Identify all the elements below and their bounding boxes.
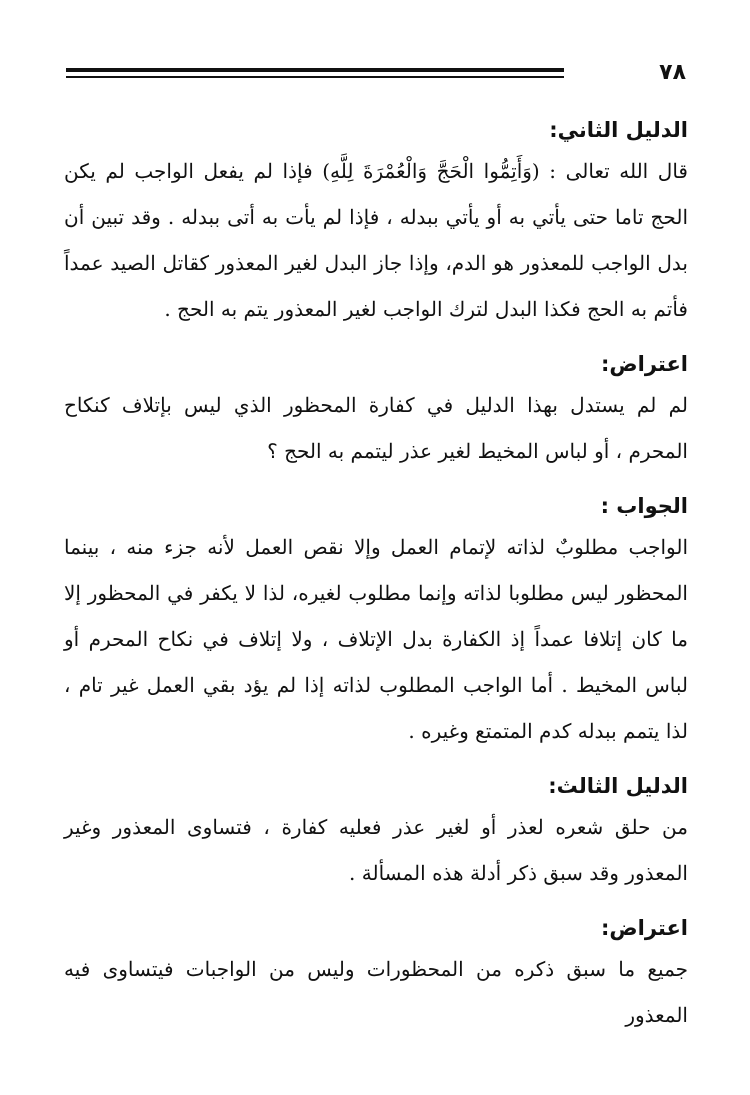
section-answer [64,488,688,754]
section-second-evidence [64,112,688,332]
section-heading: الدليل الثاني: [549,118,688,142]
section-objection-2 [64,910,688,1038]
section-heading: الجواب : [600,494,688,518]
section-paragraph: الواجب مطلوبٌ لذاته لإتمام العمل وإلا نقص العمل لأنه جزء منه ، بينما المحظور ليس مطلوبا لذاته وإنما مطلوب لغيره، لذا لا يكفر في المحظور إلا ما كان إتلافا عمداً إذ الكفارة بدل الإتلاف ، ولا إتلاف في نكاح المحرم أو لباس المخيط . أما الواجب المطلوب لذاته إذا لم يؤد بقي العمل غير تام ، لذا يتمم ببدله كدم المتمتع وغيره . [64,535,688,743]
header-rule-thick [66,68,564,72]
section-paragraph: لم لم يستدل بهذا الدليل في كفارة المحظور الذي ليس بإتلاف كنكاح المحرم ، أو لباس المخيط لغير عذر ليتمم به الحج ؟ [64,393,688,463]
section-heading: الدليل الثالث: [548,774,688,798]
page-header [66,58,686,88]
section-heading: اعتراض: [600,916,688,940]
section-third-evidence [64,768,688,896]
section-paragraph: من حلق شعره لعذر أو لغير عذر فعليه كفارة ، فتساوى المعذور وغير المعذور وقد سبق ذكر أدلة هذه المسألة . [64,815,688,885]
section-paragraph: جميع ما سبق ذكره من المحظورات وليس من الواجبات فيتساوى فيه المعذور [64,957,688,1027]
header-rule-thin [66,76,564,78]
section-heading: اعتراض: [600,352,688,376]
section-objection-1 [64,346,688,474]
section-paragraph: قال الله تعالى : (وَأَتِمُّوا الْحَجَّ وَالْعُمْرَةَ لِلَّهِ) فإذا لم يفعل الواجب لم يكن الحج تاما حتى يأتي به أو يأتي ببدله ، فإذا لم يأت به أتى ببدله . وقد تبين أن بدل الواجب للمعذور هو الدم، وإذا جاز البدل لغير المعذور كقاتل الصيد عمداً فأتم به الحج فكذا البدل لترك الواجب لغير المعذور يتم به الحج . [64,159,688,321]
page-content [64,112,688,1038]
page-number: ٧٨ [659,60,686,85]
